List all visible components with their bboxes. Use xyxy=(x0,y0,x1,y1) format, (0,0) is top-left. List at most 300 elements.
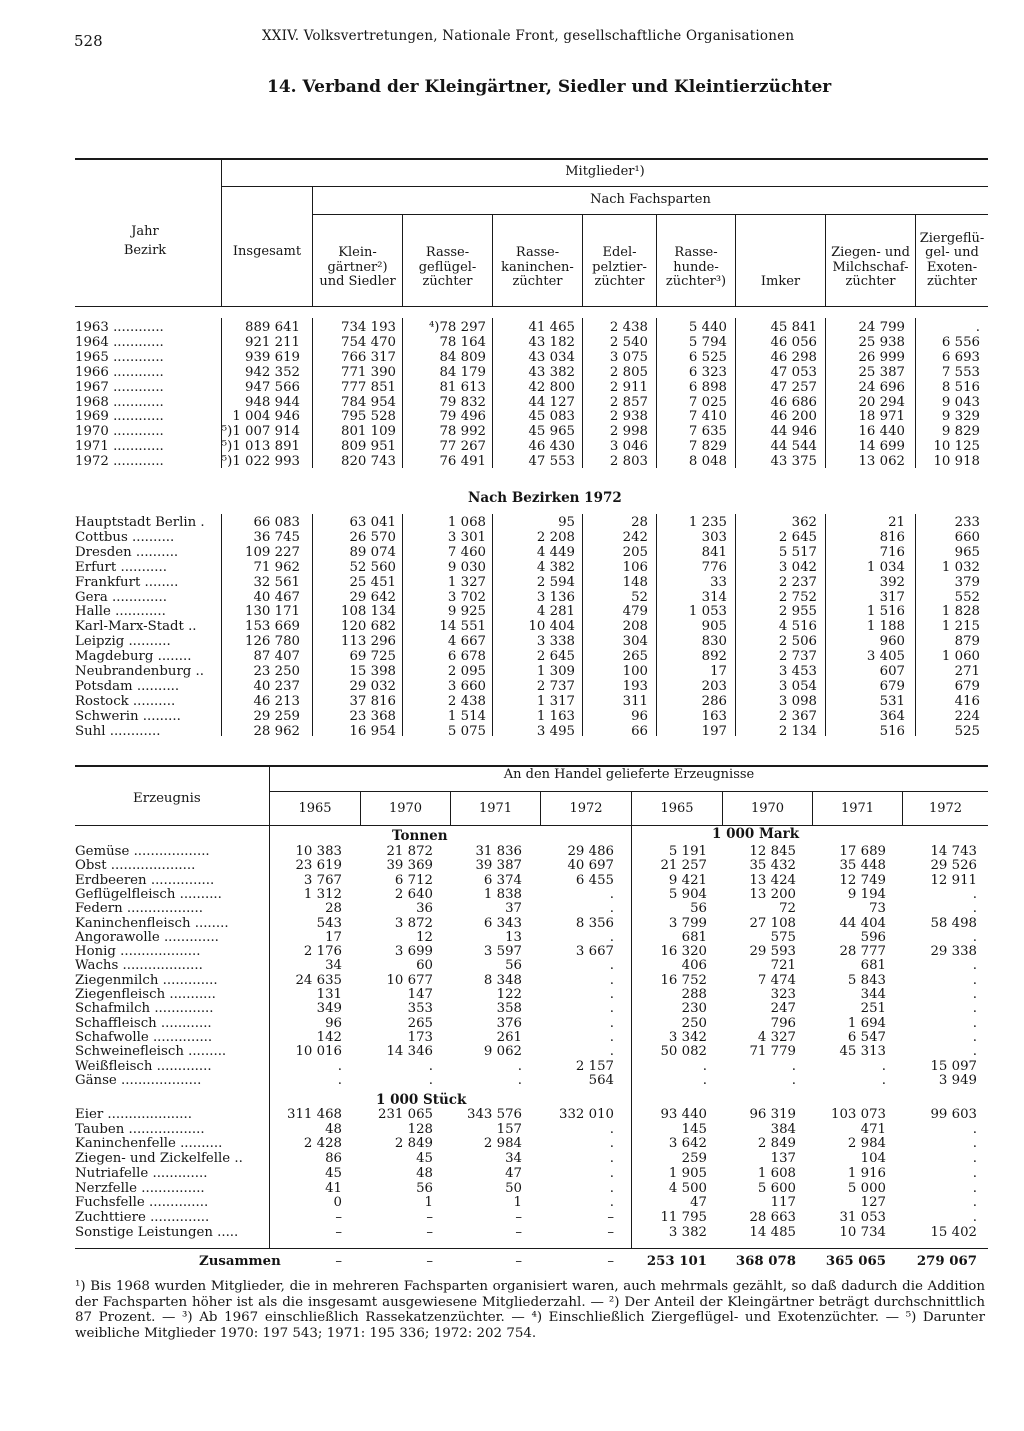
table-cell: 17 xyxy=(710,664,727,679)
table-cell: 72 xyxy=(779,901,796,917)
table-cell: . xyxy=(609,987,614,1002)
table-cell: 1 163 xyxy=(536,708,575,724)
rule xyxy=(402,514,403,736)
row-label: Schafwolle .............. xyxy=(75,1029,213,1045)
column-heading: Ziegen- und Milchschaf- züchter xyxy=(831,245,910,289)
table-cell: 20 294 xyxy=(858,394,905,410)
table-cell: 106 xyxy=(622,559,648,575)
table-cell: 17 689 xyxy=(839,844,886,859)
table-cell: 33 xyxy=(710,574,727,590)
table-cell: ⁴)78 297 xyxy=(428,320,486,335)
table-cell: 3 382 xyxy=(668,1224,707,1240)
table-cell: 6 712 xyxy=(394,872,433,888)
table-cell: 259 xyxy=(681,1151,707,1167)
table-cell: 353 xyxy=(407,1001,433,1017)
table-cell: 2 911 xyxy=(609,379,648,395)
table-cell: 6 374 xyxy=(483,872,522,888)
table-cell: 50 082 xyxy=(660,1044,707,1060)
table-cell: 78 992 xyxy=(439,424,486,440)
table-cell: . xyxy=(609,1180,614,1196)
table-cell: 7 460 xyxy=(447,544,486,560)
table-cell: 15 402 xyxy=(930,1224,977,1240)
table-cell: 889 641 xyxy=(245,320,300,335)
rule xyxy=(825,318,826,468)
column-heading: Insgesamt xyxy=(232,244,302,259)
table-cell: 28 663 xyxy=(749,1209,796,1225)
table-cell: 344 xyxy=(860,987,886,1002)
row-label: Ziegenfleisch ........... xyxy=(75,987,216,1002)
table-cell: 379 xyxy=(954,574,980,590)
row-label: Halle ............ xyxy=(75,604,166,620)
row-label: Tauben .................. xyxy=(75,1121,205,1137)
table-cell: 16 954 xyxy=(349,723,396,739)
table-cell: 317 xyxy=(879,589,905,605)
table-cell: 288 xyxy=(681,987,707,1002)
row-label: Dresden .......... xyxy=(75,544,179,560)
table-cell: 26 999 xyxy=(858,349,905,365)
table-cell: 71 779 xyxy=(749,1044,796,1060)
table-cell: 2 955 xyxy=(778,604,817,620)
table-cell: 2 157 xyxy=(575,1058,614,1074)
row-label: Gera ............. xyxy=(75,589,167,605)
table-cell: 37 816 xyxy=(349,693,396,709)
table-cell: 40 697 xyxy=(567,858,614,874)
row-label: Erfurt ........... xyxy=(75,559,167,575)
table-cell: 137 xyxy=(770,1151,796,1167)
table-cell: 157 xyxy=(496,1121,522,1137)
table-cell: 332 010 xyxy=(559,1107,614,1122)
table-cell: 17 xyxy=(325,929,342,945)
table-cell: 801 109 xyxy=(341,424,396,440)
table-cell: 960 xyxy=(879,634,905,650)
table-cell: 6 455 xyxy=(575,872,614,888)
table-cell: . xyxy=(972,1151,977,1167)
table-cell: 3 495 xyxy=(536,723,575,739)
table-cell: 10 125 xyxy=(933,439,980,455)
table-cell: 89 074 xyxy=(349,544,396,560)
year-heading: 1965 xyxy=(298,801,332,816)
table-cell: 2 594 xyxy=(536,574,575,590)
table-cell: 795 528 xyxy=(341,409,396,425)
table-cell: . xyxy=(972,1136,977,1152)
table-cell: 3 453 xyxy=(778,664,817,679)
table-cell: 948 944 xyxy=(245,394,300,410)
table-cell: 9 030 xyxy=(447,559,486,575)
table-cell: 525 xyxy=(954,723,980,739)
table-cell: 13 xyxy=(505,929,522,945)
table-cell: 76 491 xyxy=(439,454,486,470)
rule xyxy=(915,514,916,736)
table-cell: 2 984 xyxy=(483,1136,522,1152)
row-label: Gänse ................... xyxy=(75,1072,202,1088)
rule xyxy=(269,767,270,1249)
table-cell: 52 xyxy=(631,589,648,605)
table-cell: 4 449 xyxy=(536,544,575,560)
table-cell: . xyxy=(609,1121,614,1137)
rule xyxy=(735,514,736,736)
table-cell: 1 608 xyxy=(757,1165,796,1181)
table-cell: 596 xyxy=(860,929,886,945)
table-cell: 45 xyxy=(325,1165,342,1181)
table-cell: 58 498 xyxy=(930,915,977,931)
table-cell: 44 544 xyxy=(770,439,817,455)
table-cell: 2 095 xyxy=(447,664,486,679)
table-cell: 29 259 xyxy=(253,708,300,724)
row-label: Schweinefleisch ......... xyxy=(75,1044,227,1060)
table-cell: 60 xyxy=(416,958,433,974)
table-cell: – xyxy=(607,1224,614,1240)
table-cell: 6 547 xyxy=(847,1029,886,1045)
table-cell: 145 xyxy=(681,1121,707,1137)
table-cell: 3 136 xyxy=(536,589,575,605)
table-cell: 128 xyxy=(407,1121,433,1137)
table-cell: . xyxy=(609,901,614,917)
table-cell: . xyxy=(972,886,977,902)
table-cell: 0 xyxy=(333,1195,342,1211)
table-cell: 45 xyxy=(416,1151,433,1167)
table-cell: 660 xyxy=(954,529,980,545)
table-cell: 45 965 xyxy=(528,424,575,440)
table-cell: 343 576 xyxy=(467,1107,522,1122)
table-cell: . xyxy=(972,1209,977,1225)
table-cell: . xyxy=(972,901,977,917)
row-label: Magdeburg ........ xyxy=(75,649,192,665)
table-cell: . xyxy=(972,958,977,974)
row-label: 1968 ............ xyxy=(75,394,164,410)
table-cell: . xyxy=(881,1058,886,1074)
year-heading: 1971 xyxy=(478,801,513,816)
table-cell: 84 809 xyxy=(439,349,486,365)
table-cell: 286 xyxy=(701,693,727,709)
table-cell: 56 xyxy=(416,1180,433,1196)
table-cell: 9 829 xyxy=(941,424,980,440)
table-cell: 1 838 xyxy=(483,886,522,902)
table-cell: 79 496 xyxy=(439,409,486,425)
table-cell: 3 699 xyxy=(394,944,433,960)
table-cell: 12 xyxy=(416,929,433,945)
table-cell: 2 984 xyxy=(847,1136,886,1152)
table-cell: 9 329 xyxy=(941,409,980,425)
table-cell: 69 725 xyxy=(349,649,396,665)
table-cell: 84 179 xyxy=(439,364,486,380)
table-cell: 349 xyxy=(316,1001,342,1017)
row-label: Federn .................. xyxy=(75,901,203,917)
table-cell: 2 998 xyxy=(609,424,648,440)
table-cell: 104 xyxy=(860,1151,886,1167)
table-cell: 224 xyxy=(954,708,980,724)
rule xyxy=(221,514,222,736)
table-cell: 43 182 xyxy=(528,334,575,350)
table-cell: 48 xyxy=(325,1121,342,1137)
table-cell: 2 857 xyxy=(609,394,648,410)
row-label: Nutriafelle ............. xyxy=(75,1165,208,1181)
table-cell: . xyxy=(972,1180,977,1196)
table-cell: 905 xyxy=(701,619,727,635)
table-cell: . xyxy=(972,972,977,988)
table-cell: 939 619 xyxy=(245,349,300,365)
table-cell: 3 342 xyxy=(668,1029,707,1045)
table-cell: 148 xyxy=(622,574,648,590)
rule xyxy=(402,318,403,468)
table-cell: 7 474 xyxy=(757,972,796,988)
table-cell: 6 323 xyxy=(688,364,727,380)
table-cell: 28 xyxy=(325,901,342,917)
table-cell: 52 560 xyxy=(349,559,396,575)
table-cell: 3 767 xyxy=(303,872,342,888)
table-cell: 46 056 xyxy=(770,334,817,350)
rule xyxy=(222,186,988,187)
rule xyxy=(582,318,583,468)
table-cell: 10 734 xyxy=(839,1224,886,1240)
table-cell: 14 346 xyxy=(386,1044,433,1060)
table-cell: 14 743 xyxy=(930,844,977,859)
row-label: Wachs ................... xyxy=(75,958,203,974)
table-cell: 776 xyxy=(701,559,727,575)
row-label: Rostock .......... xyxy=(75,693,176,709)
table-cell: 126 780 xyxy=(245,634,300,650)
table-cell: 358 xyxy=(496,1001,522,1017)
table-cell: . xyxy=(972,1015,977,1031)
table-cell: 14 699 xyxy=(858,439,905,455)
table-cell: 7 410 xyxy=(688,409,727,425)
table-cell: 841 xyxy=(701,544,727,560)
table-cell: 6 678 xyxy=(447,649,486,665)
column-heading: Rasse- geflügel- züchter xyxy=(418,245,477,289)
table-cell: 29 338 xyxy=(930,944,977,960)
rule xyxy=(631,826,632,1249)
column-heading: Ziergeflü- gel- und Exoten- züchter xyxy=(919,230,985,289)
table-cell: 9 062 xyxy=(483,1044,522,1060)
table-cell: . xyxy=(881,1072,886,1088)
table-cell: 12 911 xyxy=(930,872,977,888)
table-cell: 120 682 xyxy=(341,619,396,635)
table-cell: . xyxy=(517,1072,522,1088)
table-cell: 3 949 xyxy=(938,1072,977,1088)
table-cell: 1 060 xyxy=(941,649,980,665)
table-cell: 3 054 xyxy=(778,678,817,694)
table-cell: 44 127 xyxy=(528,394,575,410)
table-cell: 5 904 xyxy=(668,886,707,902)
table-cell: 796 xyxy=(770,1015,796,1031)
table-cell: 261 xyxy=(496,1029,522,1045)
table-cell: 131 xyxy=(316,987,342,1002)
table-cell: 2 803 xyxy=(609,454,648,470)
table-cell: 42 800 xyxy=(528,379,575,395)
table-cell: ⁵)1 013 891 xyxy=(221,439,300,455)
table-cell: 45 841 xyxy=(770,320,817,335)
table-cell: 16 440 xyxy=(858,424,905,440)
rule xyxy=(312,514,313,736)
table-cell: 392 xyxy=(879,574,905,590)
table-cell: – xyxy=(335,1224,342,1240)
row-label: Weißfleisch ............. xyxy=(75,1058,212,1074)
row-label: Sonstige Leistungen ..... xyxy=(75,1224,239,1240)
table-cell: 6 343 xyxy=(483,915,522,931)
table-cell: 39 387 xyxy=(475,858,522,874)
table-cell: 3 799 xyxy=(668,915,707,931)
table-cell: . xyxy=(609,972,614,988)
table-cell: 103 073 xyxy=(831,1107,886,1122)
table-cell: 31 836 xyxy=(475,844,522,859)
table-cell: 43 382 xyxy=(528,364,575,380)
table-cell: 29 593 xyxy=(749,944,796,960)
table-cell: 29 526 xyxy=(930,858,977,874)
table-cell: 251 xyxy=(860,1001,886,1017)
table-cell: 7 635 xyxy=(688,424,727,440)
table-cell: 681 xyxy=(681,929,707,945)
table-cell: 406 xyxy=(681,958,707,974)
row-label: Fuchsfelle .............. xyxy=(75,1195,209,1211)
table-cell: 2 805 xyxy=(609,364,648,380)
table-cell: 14 485 xyxy=(749,1224,796,1240)
year-heading: 1971 xyxy=(840,801,875,816)
table-cell: 575 xyxy=(770,929,796,945)
table-cell: 1 xyxy=(424,1195,433,1211)
page-title: 14. Verband der Kleingärtner, Siedler und Kleintierzüchter xyxy=(267,77,832,97)
table-cell: 2 938 xyxy=(609,409,648,425)
table-cell: 471 xyxy=(860,1121,886,1137)
table-cell: 9 925 xyxy=(447,604,486,620)
stub-heading: Jahr Bezirk xyxy=(123,224,167,258)
table-cell: . xyxy=(337,1072,342,1088)
table-cell: 754 470 xyxy=(341,334,396,350)
table-cell: 311 468 xyxy=(287,1107,342,1122)
rule xyxy=(656,318,657,468)
row-label: Leipzig .......... xyxy=(75,634,171,650)
row-label: 1972 ............ xyxy=(75,454,164,470)
table-cell: 122 xyxy=(496,987,522,1002)
table-cell: 7 025 xyxy=(688,394,727,410)
section-heading: Nach Bezirken 1972 xyxy=(468,490,622,506)
table-cell: 271 xyxy=(954,664,980,679)
table-cell: 39 369 xyxy=(386,858,433,874)
table-cell: 1 xyxy=(513,1195,522,1211)
table-cell: . xyxy=(609,1029,614,1045)
rule xyxy=(915,318,916,468)
row-label: 1964 ............ xyxy=(75,334,164,350)
table-cell: – xyxy=(426,1209,433,1225)
table-cell: ⁵)1 022 993 xyxy=(221,454,300,470)
table-cell: 2 176 xyxy=(303,944,342,960)
table-cell: 21 257 xyxy=(660,858,707,874)
table-cell: 1 916 xyxy=(847,1165,886,1181)
table-cell: 3 075 xyxy=(609,349,648,365)
table-cell: . xyxy=(337,1058,342,1074)
table-cell: . xyxy=(609,1136,614,1152)
table-cell: 13 062 xyxy=(858,454,905,470)
table-cell: 3 872 xyxy=(394,915,433,931)
table-cell: 2 428 xyxy=(303,1136,342,1152)
table-cell: . xyxy=(428,1058,433,1074)
table-cell: . xyxy=(972,1044,977,1060)
table-cell: 479 xyxy=(622,604,648,620)
table-cell: 18 971 xyxy=(858,409,905,425)
row-label: Ziegenmilch ............. xyxy=(75,972,218,988)
table-cell: 1 004 946 xyxy=(232,409,300,425)
table-cell: 117 xyxy=(770,1195,796,1211)
table-cell: 607 xyxy=(879,664,905,679)
table-cell: 3 338 xyxy=(536,634,575,650)
table-cell: 5 191 xyxy=(668,844,707,859)
year-heading: 1965 xyxy=(660,801,694,816)
table-cell: 2 506 xyxy=(778,634,817,650)
table-cell: 130 171 xyxy=(245,604,300,620)
table-cell: 41 465 xyxy=(528,320,575,335)
table-cell: 28 xyxy=(631,515,648,530)
table-cell: 921 211 xyxy=(245,334,300,350)
table-cell: 5 440 xyxy=(688,320,727,335)
table-cell: 879 xyxy=(954,634,980,650)
table-cell: 96 xyxy=(325,1015,342,1031)
table-cell: 416 xyxy=(954,693,980,709)
table-cell: 45 313 xyxy=(839,1044,886,1060)
row-label: 1969 ............ xyxy=(75,409,164,425)
column-heading: Klein- gärtner²) und Siedler xyxy=(319,245,396,289)
table-cell: 44 404 xyxy=(839,915,886,931)
table-cell: 10 918 xyxy=(933,454,980,470)
table-cell: 36 xyxy=(416,901,433,917)
table-cell: 46 213 xyxy=(253,693,300,709)
table-cell: 233 xyxy=(954,515,980,530)
table-cell: 681 xyxy=(860,958,886,974)
row-label: Ziegen- und Zickelfelle .. xyxy=(75,1151,243,1167)
table-cell: . xyxy=(975,320,980,335)
table-cell: 113 296 xyxy=(341,634,396,650)
table-cell: . xyxy=(428,1072,433,1088)
table-cell: 4 500 xyxy=(668,1180,707,1196)
table-cell: 2 737 xyxy=(536,678,575,694)
table-cell: 1 514 xyxy=(447,708,486,724)
table-cell: 5 600 xyxy=(757,1180,796,1196)
row-label: Angorawolle ............. xyxy=(75,929,219,945)
column-heading: Rasse- kaninchen- züchter xyxy=(501,245,574,289)
table-cell: 46 200 xyxy=(770,409,817,425)
row-label: 1967 ............ xyxy=(75,379,164,395)
table-cell: 6 525 xyxy=(688,349,727,365)
total-cell: 365 065 xyxy=(825,1254,886,1269)
table-cell: 8 048 xyxy=(688,454,727,470)
rule xyxy=(656,514,657,736)
table-cell: 1 694 xyxy=(847,1015,886,1031)
table-cell: 820 743 xyxy=(341,454,396,470)
table-cell: 45 083 xyxy=(528,409,575,425)
table-cell: . xyxy=(609,1195,614,1211)
table-cell: . xyxy=(791,1058,796,1074)
table-cell: 46 298 xyxy=(770,349,817,365)
row-label: Potsdam .......... xyxy=(75,678,180,694)
table-cell: . xyxy=(791,1072,796,1088)
row-label: Schwerin ......... xyxy=(75,708,181,724)
table-cell: 1 312 xyxy=(303,886,342,902)
table-cell: 10 404 xyxy=(528,619,575,635)
table-cell: 29 486 xyxy=(567,844,614,859)
total-cell: 279 067 xyxy=(916,1254,977,1269)
table-cell: 5 000 xyxy=(847,1180,886,1196)
rule xyxy=(312,318,313,468)
table-cell: 4 667 xyxy=(447,634,486,650)
stub-heading: Erzeugnis xyxy=(133,791,201,806)
table-cell: 24 635 xyxy=(295,972,342,988)
row-label: Frankfurt ........ xyxy=(75,574,179,590)
table-cell: 230 xyxy=(681,1001,707,1017)
table-cell: 2 438 xyxy=(609,320,648,335)
table-cell: 784 954 xyxy=(341,394,396,410)
table-cell: 25 938 xyxy=(858,334,905,350)
table-cell: 314 xyxy=(701,589,727,605)
table-cell: 4 516 xyxy=(778,619,817,635)
table-cell: . xyxy=(609,1165,614,1181)
table-cell: 1 188 xyxy=(866,619,905,635)
